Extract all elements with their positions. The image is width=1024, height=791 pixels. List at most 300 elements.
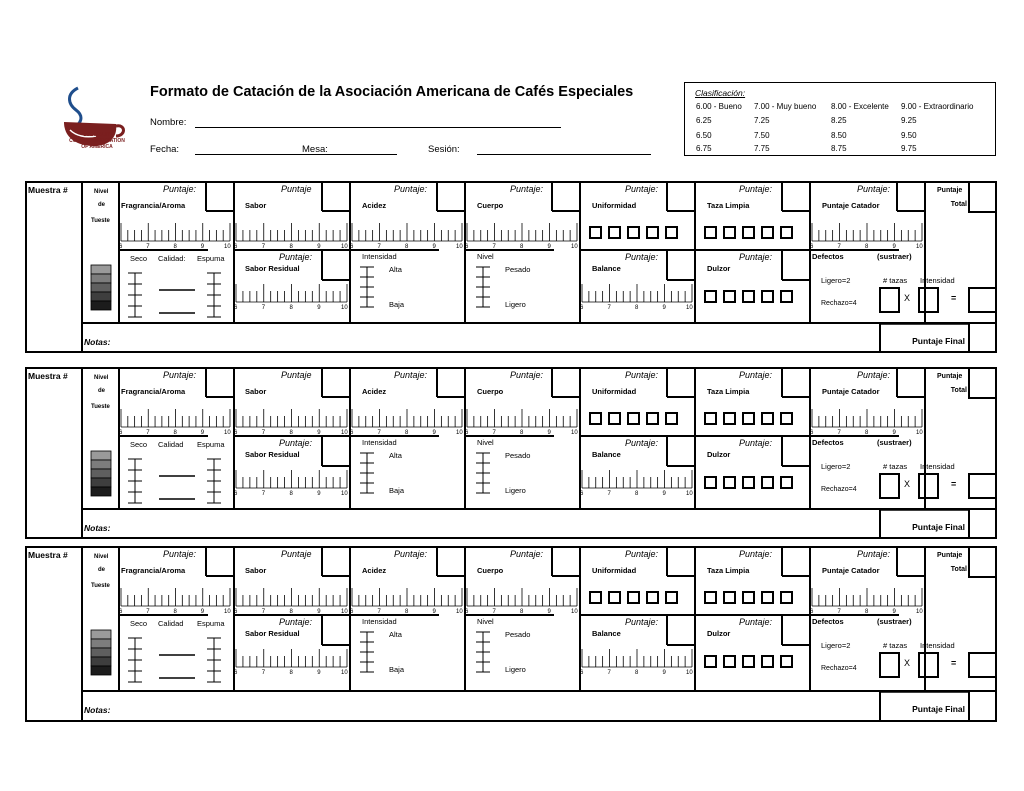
fragrancia-scale-tick-label: 9 <box>200 609 205 615</box>
fragrancia-label: Fragrancia/Aroma <box>121 566 186 575</box>
puntaje-label: Puntaje: <box>394 549 428 559</box>
puntaje-label: Puntaje: <box>625 438 659 448</box>
puntaje-label: Puntaje: <box>163 549 197 559</box>
catador-scale-tick-label: 6 <box>810 244 814 250</box>
tazas-box[interactable] <box>880 474 899 498</box>
puntaje-label: Puntaje: <box>739 370 773 380</box>
puntaje-label: Puntaje: <box>625 252 659 262</box>
pesado-label: Pesado <box>505 265 531 274</box>
sabor-scale-tick-label: 9 <box>317 609 321 615</box>
clasificacion-value: 8.75 <box>831 144 847 153</box>
nivel-cuerpo-label: Nivel <box>477 617 494 626</box>
ligero-label: Ligero <box>505 665 526 674</box>
roast-swatch[interactable] <box>91 274 111 283</box>
dulzor-cup-box[interactable] <box>705 291 716 302</box>
fragrancia-scale-tick-label: 6 <box>119 609 123 615</box>
seco-label: Seco <box>130 254 148 263</box>
dulzor-cup-box[interactable] <box>743 656 754 667</box>
uniformidad-cup-box[interactable] <box>647 227 658 238</box>
uniformidad-cup-box[interactable] <box>628 413 639 424</box>
nivel-label: Nivel <box>94 375 109 381</box>
ligero-label: Ligero <box>505 300 526 309</box>
uniformidad-label: Uniformidad <box>592 201 637 210</box>
roast-swatch[interactable] <box>91 666 111 675</box>
puntaje-total-label: Puntaje <box>937 373 963 380</box>
puntaje-total-label: Puntaje <box>937 552 963 559</box>
dulzor-cup-box[interactable] <box>762 477 773 488</box>
cuerpo-scale-tick-label: 6 <box>465 244 469 250</box>
intensidad-box[interactable] <box>919 288 938 312</box>
intensidad-box[interactable] <box>919 653 938 677</box>
catador-scale-tick-label: 7 <box>837 609 841 615</box>
dulzor-label: Dulzor <box>707 450 731 459</box>
sabor-residual-scale-tick-label: 6 <box>234 305 238 311</box>
puntaje-final-label: Puntaje Final <box>912 704 965 714</box>
uniformidad-cup-box[interactable] <box>666 227 677 238</box>
total-label: Total <box>950 387 967 394</box>
puntaje-label: Puntaje: <box>739 549 773 559</box>
muestra-label: Muestra # <box>28 550 68 560</box>
taza-limpia-cup-box[interactable] <box>743 592 754 603</box>
sabor-residual-label: Sabor Residual <box>245 450 300 459</box>
defect-total-box[interactable] <box>969 474 996 498</box>
total-label: Total <box>950 566 967 573</box>
puntaje-label: Puntaje: <box>394 370 428 380</box>
sabor-residual-scale-tick-label: 8 <box>289 491 293 497</box>
uniformidad-label: Uniformidad <box>592 387 637 396</box>
dulzor-cup-box[interactable] <box>705 656 716 667</box>
acidez-scale-tick-label: 10 <box>456 244 463 250</box>
rechazo4-label: Rechazo=4 <box>821 486 857 493</box>
sabor-scale-tick-label: 6 <box>234 609 238 615</box>
puntaje-label: Puntaje: <box>739 617 773 627</box>
fragrancia-label: Fragrancia/Aroma <box>121 387 186 396</box>
sabor-scale-tick-label: 7 <box>261 244 266 250</box>
taza-limpia-cup-box[interactable] <box>762 227 773 238</box>
puntaje-catador-label: Puntaje Catador <box>822 387 880 396</box>
espuma-label: Espuma <box>197 440 225 449</box>
dulzor-cup-box[interactable] <box>762 656 773 667</box>
rechazo4-label: Rechazo=4 <box>821 665 857 672</box>
catador-scale-tick-label: 8 <box>865 244 869 250</box>
fragrancia-scale-tick-label: 8 <box>173 430 177 436</box>
dulzor-cup-box[interactable] <box>724 291 735 302</box>
sabor-label: Sabor <box>245 201 267 210</box>
defectos-label: Defectos <box>812 252 844 261</box>
catador-scale-tick-label: 10 <box>916 609 923 615</box>
sabor-scale-tick-label: 8 <box>289 430 293 436</box>
catador-scale-tick-label: 6 <box>810 430 814 436</box>
uniformidad-cup-box[interactable] <box>628 227 639 238</box>
logo-text <box>58 132 136 150</box>
muestra-block <box>25 181 997 353</box>
uniformidad-cup-box[interactable] <box>609 227 620 238</box>
baja-label: Baja <box>389 665 405 674</box>
defect-total-box[interactable] <box>969 653 996 677</box>
catador-scale-tick-label: 7 <box>837 430 841 436</box>
cuerpo-scale-tick-label: 9 <box>547 430 551 436</box>
dulzor-cup-box[interactable] <box>762 291 773 302</box>
balance-scale-tick-label: 6 <box>580 670 584 676</box>
sabor-residual-scale-tick-label: 9 <box>317 491 321 497</box>
fecha-label: Fecha: <box>150 144 180 155</box>
fragrancia-label: Fragrancia/Aroma <box>121 201 186 210</box>
sabor-residual-scale-tick-label: 10 <box>341 491 348 497</box>
taza-limpia-cup-box[interactable] <box>705 592 716 603</box>
acidez-scale-tick-label: 7 <box>377 430 381 436</box>
cuerpo-scale-tick-label: 7 <box>492 244 496 250</box>
puntaje-catador-label: Puntaje Catador <box>822 566 880 575</box>
clasificacion-value: 7.75 <box>754 144 770 153</box>
cuerpo-scale-tick-label: 10 <box>571 244 578 250</box>
balance-scale-tick-label: 9 <box>662 305 666 311</box>
catador-scale-tick-label: 6 <box>810 609 814 615</box>
sabor-scale-tick-label: 7 <box>261 430 266 436</box>
puntaje-label: Puntaje: <box>279 617 313 627</box>
ligero2-label: Ligero=2 <box>821 276 851 285</box>
equals-sign: = <box>951 479 957 489</box>
catador-scale-tick-label: 8 <box>865 609 869 615</box>
uniformidad-cup-box[interactable] <box>609 413 620 424</box>
fragrancia-scale-tick-label: 9 <box>200 430 205 436</box>
notas-label: Notas: <box>84 523 111 533</box>
taza-limpia-cup-box[interactable] <box>762 592 773 603</box>
tazas-box[interactable] <box>880 653 899 677</box>
acidez-scale-tick-label: 6 <box>350 430 354 436</box>
baja-label: Baja <box>389 300 405 309</box>
acidez-scale-tick-label: 9 <box>432 244 436 250</box>
acidez-scale-tick-label: 7 <box>377 609 381 615</box>
balance-label: Balance <box>592 264 621 273</box>
dulzor-cup-box[interactable] <box>743 477 754 488</box>
tazas-label: # tazas <box>883 276 908 285</box>
sabor-scale-tick-label: 10 <box>341 609 348 615</box>
taza-limpia-cup-box[interactable] <box>705 413 716 424</box>
uniformidad-cup-box[interactable] <box>628 592 639 603</box>
dulzor-cup-box[interactable] <box>705 477 716 488</box>
taza-limpia-cup-box[interactable] <box>724 413 735 424</box>
taza-limpia-cup-box[interactable] <box>743 413 754 424</box>
acidez-label: Acidez <box>362 387 387 396</box>
sabor-scale-tick-label: 10 <box>341 244 348 250</box>
alta-label: Alta <box>389 630 402 639</box>
tueste-label: Tueste <box>91 404 110 410</box>
taza-limpia-label: Taza Limpia <box>707 566 750 575</box>
clasificacion-value: 9.25 <box>901 116 917 125</box>
defectos-label: Defectos <box>812 438 844 447</box>
sabor-residual-scale-tick-label: 6 <box>234 670 238 676</box>
clasificacion-value: 8.50 <box>831 131 847 140</box>
balance-scale-tick-label: 9 <box>662 670 666 676</box>
clasificacion-value: 9.50 <box>901 131 917 140</box>
rechazo4-label: Rechazo=4 <box>821 300 857 307</box>
taza-limpia-cup-box[interactable] <box>743 227 754 238</box>
uniformidad-cup-box[interactable] <box>666 413 677 424</box>
puntaje-label: Puntaje: <box>279 252 313 262</box>
roast-swatch[interactable] <box>91 487 111 496</box>
puntaje-label: Puntaje: <box>857 549 891 559</box>
uniformidad-cup-box[interactable] <box>590 227 601 238</box>
catador-scale-tick-label: 9 <box>892 430 896 436</box>
roast-swatch[interactable] <box>91 460 111 469</box>
puntaje-label: Puntaje: <box>625 370 659 380</box>
taza-limpia-cup-box[interactable] <box>781 592 792 603</box>
defect-total-box[interactable] <box>969 288 996 312</box>
cuerpo-scale-tick-label: 6 <box>465 430 469 436</box>
intensidad-label: Intensidad <box>362 252 397 261</box>
mesa-label: Mesa: <box>302 144 328 155</box>
taza-limpia-label: Taza Limpia <box>707 201 750 210</box>
balance-scale-tick-label: 7 <box>607 670 611 676</box>
puntaje-label: Puntaje: <box>739 252 773 262</box>
roast-swatch[interactable] <box>91 292 111 301</box>
final-score-box[interactable] <box>969 323 996 352</box>
tazas-box[interactable] <box>880 288 899 312</box>
puntaje-label: Puntaje <box>281 549 312 559</box>
sabor-residual-scale-tick-label: 7 <box>261 491 266 497</box>
puntaje-label: Puntaje: <box>394 184 428 194</box>
de-label: de <box>98 567 106 573</box>
pesado-label: Pesado <box>505 630 531 639</box>
sabor-residual-scale-tick-label: 7 <box>261 670 266 676</box>
cuerpo-scale-tick-label: 6 <box>465 609 469 615</box>
taza-limpia-cup-box[interactable] <box>705 227 716 238</box>
tazas-label: # tazas <box>883 462 908 471</box>
puntaje-label: Puntaje <box>281 370 312 380</box>
acidez-scale-tick-label: 10 <box>456 430 463 436</box>
cuerpo-scale-tick-label: 7 <box>492 430 496 436</box>
cuerpo-scale-tick-label: 9 <box>547 609 551 615</box>
roast-swatch[interactable] <box>91 451 111 460</box>
sabor-residual-scale-tick-label: 10 <box>341 305 348 311</box>
acidez-scale-tick-label: 8 <box>405 244 409 250</box>
fecha-field[interactable] <box>195 154 397 155</box>
cuerpo-scale-tick-label: 9 <box>547 244 551 250</box>
puntaje-total-label: Puntaje <box>937 187 963 194</box>
total-box[interactable] <box>969 547 996 577</box>
fragrancia-scale-tick-label: 10 <box>224 609 231 615</box>
catador-scale-tick-label: 10 <box>916 244 923 250</box>
sabor-label: Sabor <box>245 387 267 396</box>
notas-label: Notas: <box>84 705 111 715</box>
acidez-scale-tick-label: 8 <box>405 430 409 436</box>
clasificacion-value: 6.50 <box>696 131 712 140</box>
equals-sign: = <box>951 658 957 668</box>
taza-limpia-cup-box[interactable] <box>781 413 792 424</box>
alta-label: Alta <box>389 265 402 274</box>
roast-swatch[interactable] <box>91 469 111 478</box>
calidad-label: Calidad <box>158 619 184 628</box>
sabor-residual-scale-tick-label: 10 <box>341 670 348 676</box>
taza-limpia-cup-box[interactable] <box>724 592 735 603</box>
cuerpo-label: Cuerpo <box>477 201 504 210</box>
puntaje-catador-label: Puntaje Catador <box>822 201 880 210</box>
fragrancia-scale-tick-label: 8 <box>173 244 177 250</box>
seco-label: Seco <box>130 440 148 449</box>
muestra-block <box>25 367 997 539</box>
acidez-scale-tick-label: 9 <box>432 430 436 436</box>
clasificacion-box <box>684 82 996 156</box>
sabor-residual-scale-tick-label: 8 <box>289 670 293 676</box>
balance-label: Balance <box>592 450 621 459</box>
form-title: Formato de Catación de la Asociación Americana de Cafés Especiales <box>150 84 634 100</box>
seco-label: Seco <box>130 619 148 628</box>
total-box[interactable] <box>969 368 996 398</box>
clasificacion-value: 7.50 <box>754 131 770 140</box>
muestra-label: Muestra # <box>28 371 68 381</box>
calidad-label: Calidad <box>158 440 184 449</box>
clasificacion-value: 7.00 - Muy bueno <box>754 102 817 111</box>
roast-swatch[interactable] <box>91 657 111 666</box>
puntaje-label: Puntaje: <box>510 370 544 380</box>
sesion-field[interactable] <box>477 154 651 155</box>
puntaje-final-label: Puntaje Final <box>912 522 965 532</box>
multiply-sign: X <box>904 658 911 668</box>
roast-swatch[interactable] <box>91 283 111 292</box>
puntaje-final-label: Puntaje Final <box>912 336 965 346</box>
clasificacion-value: 6.25 <box>696 116 712 125</box>
baja-label: Baja <box>389 486 405 495</box>
fragrancia-scale-tick-label: 10 <box>224 430 231 436</box>
roast-swatch[interactable] <box>91 265 111 274</box>
fragrancia-scale-tick-label: 7 <box>146 430 150 436</box>
fragrancia-scale-tick-label: 8 <box>173 609 177 615</box>
sabor-scale-tick-label: 9 <box>317 430 321 436</box>
intensidad-defect-label: Intensidad <box>920 641 955 650</box>
uniformidad-cup-box[interactable] <box>647 592 658 603</box>
puntaje-label: Puntaje <box>281 184 312 194</box>
nivel-cuerpo-label: Nivel <box>477 252 494 261</box>
clasificacion-value: 8.25 <box>831 116 847 125</box>
sabor-scale-tick-label: 6 <box>234 430 238 436</box>
sabor-scale-tick-label: 8 <box>289 244 293 250</box>
sabor-label: Sabor <box>245 566 267 575</box>
acidez-scale-tick-label: 6 <box>350 609 354 615</box>
dulzor-cup-box[interactable] <box>781 291 792 302</box>
muestra-block <box>25 546 997 722</box>
uniformidad-cup-box[interactable] <box>647 413 658 424</box>
acidez-scale-tick-label: 7 <box>377 244 381 250</box>
espuma-label: Espuma <box>197 619 225 628</box>
intensidad-label: Intensidad <box>362 617 397 626</box>
nombre-field[interactable] <box>195 127 561 128</box>
sabor-scale-tick-label: 8 <box>289 609 293 615</box>
fragrancia-scale-tick-label: 7 <box>146 609 150 615</box>
roast-swatch[interactable] <box>91 630 111 639</box>
equals-sign: = <box>951 293 957 303</box>
acidez-label: Acidez <box>362 201 387 210</box>
puntaje-label: Puntaje: <box>510 184 544 194</box>
puntaje-label: Puntaje: <box>739 438 773 448</box>
sustraer-label: (sustraer) <box>877 617 912 626</box>
roast-swatch[interactable] <box>91 648 111 657</box>
intensidad-box[interactable] <box>919 474 938 498</box>
sesion-label: Sesión: <box>428 144 460 155</box>
sabor-scale-tick-label: 7 <box>261 609 266 615</box>
dulzor-cup-box[interactable] <box>781 656 792 667</box>
total-label: Total <box>950 201 967 208</box>
cuerpo-label: Cuerpo <box>477 566 504 575</box>
taza-limpia-cup-box[interactable] <box>724 227 735 238</box>
sustraer-label: (sustraer) <box>877 438 912 447</box>
nivel-label: Nivel <box>94 554 109 560</box>
final-score-box[interactable] <box>969 509 996 538</box>
logo-line-2: COFFEE ASSOCIATION <box>69 138 125 144</box>
roast-swatch[interactable] <box>91 301 111 310</box>
nombre-label: Nombre: <box>150 117 187 128</box>
tueste-label: Tueste <box>91 583 110 589</box>
uniformidad-cup-box[interactable] <box>666 592 677 603</box>
dulzor-cup-box[interactable] <box>743 291 754 302</box>
cuerpo-label: Cuerpo <box>477 387 504 396</box>
sabor-residual-label: Sabor Residual <box>245 629 300 638</box>
acidez-scale-tick-label: 6 <box>350 244 354 250</box>
fragrancia-scale-tick-label: 6 <box>119 430 123 436</box>
notas-label: Notas: <box>84 337 111 347</box>
balance-scale-tick-label: 8 <box>635 491 639 497</box>
puntaje-label: Puntaje: <box>739 184 773 194</box>
sabor-scale-tick-label: 9 <box>317 244 321 250</box>
logo-line-1: SPECIALTY <box>83 132 111 138</box>
taza-limpia-cup-box[interactable] <box>762 413 773 424</box>
balance-scale-tick-label: 6 <box>580 491 584 497</box>
clasificacion-value: 9.75 <box>901 144 917 153</box>
cuerpo-scale-tick-label: 8 <box>520 609 524 615</box>
multiply-sign: X <box>904 479 911 489</box>
ligero2-label: Ligero=2 <box>821 641 851 650</box>
multiply-sign: X <box>904 293 911 303</box>
puntaje-label: Puntaje: <box>625 184 659 194</box>
uniformidad-cup-box[interactable] <box>590 592 601 603</box>
intensidad-defect-label: Intensidad <box>920 462 955 471</box>
catador-scale-tick-label: 10 <box>916 430 923 436</box>
fragrancia-scale-tick-label: 7 <box>146 244 150 250</box>
uniformidad-cup-box[interactable] <box>590 413 601 424</box>
tueste-label: Tueste <box>91 218 110 224</box>
defectos-label: Defectos <box>812 617 844 626</box>
roast-swatch[interactable] <box>91 639 111 648</box>
pesado-label: Pesado <box>505 451 531 460</box>
dulzor-cup-box[interactable] <box>724 477 735 488</box>
fragrancia-scale-tick-label: 9 <box>200 244 205 250</box>
catador-scale-tick-label: 9 <box>892 244 896 250</box>
sabor-residual-scale-tick-label: 8 <box>289 305 293 311</box>
sabor-residual-scale-tick-label: 9 <box>317 305 321 311</box>
sabor-residual-label: Sabor Residual <box>245 264 300 273</box>
cuerpo-scale-tick-label: 10 <box>571 430 578 436</box>
fragrancia-scale-tick-label: 6 <box>119 244 123 250</box>
puntaje-label: Puntaje: <box>163 184 197 194</box>
dulzor-cup-box[interactable] <box>724 656 735 667</box>
ligero2-label: Ligero=2 <box>821 462 851 471</box>
dulzor-cup-box[interactable] <box>781 477 792 488</box>
alta-label: Alta <box>389 451 402 460</box>
balance-scale-tick-label: 10 <box>686 305 693 311</box>
dulzor-label: Dulzor <box>707 629 731 638</box>
total-box[interactable] <box>969 182 996 212</box>
final-score-box[interactable] <box>969 691 996 721</box>
catador-scale-tick-label: 7 <box>837 244 841 250</box>
calidad-label: Calidad: <box>158 254 186 263</box>
uniformidad-cup-box[interactable] <box>609 592 620 603</box>
clasificacion-value: 7.25 <box>754 116 770 125</box>
clasificacion-value: 8.00 - Excelente <box>831 102 889 111</box>
balance-scale-tick-label: 7 <box>607 305 611 311</box>
roast-swatch[interactable] <box>91 478 111 487</box>
balance-scale-tick-label: 7 <box>607 491 611 497</box>
taza-limpia-cup-box[interactable] <box>781 227 792 238</box>
cuerpo-scale-tick-label: 8 <box>520 244 524 250</box>
